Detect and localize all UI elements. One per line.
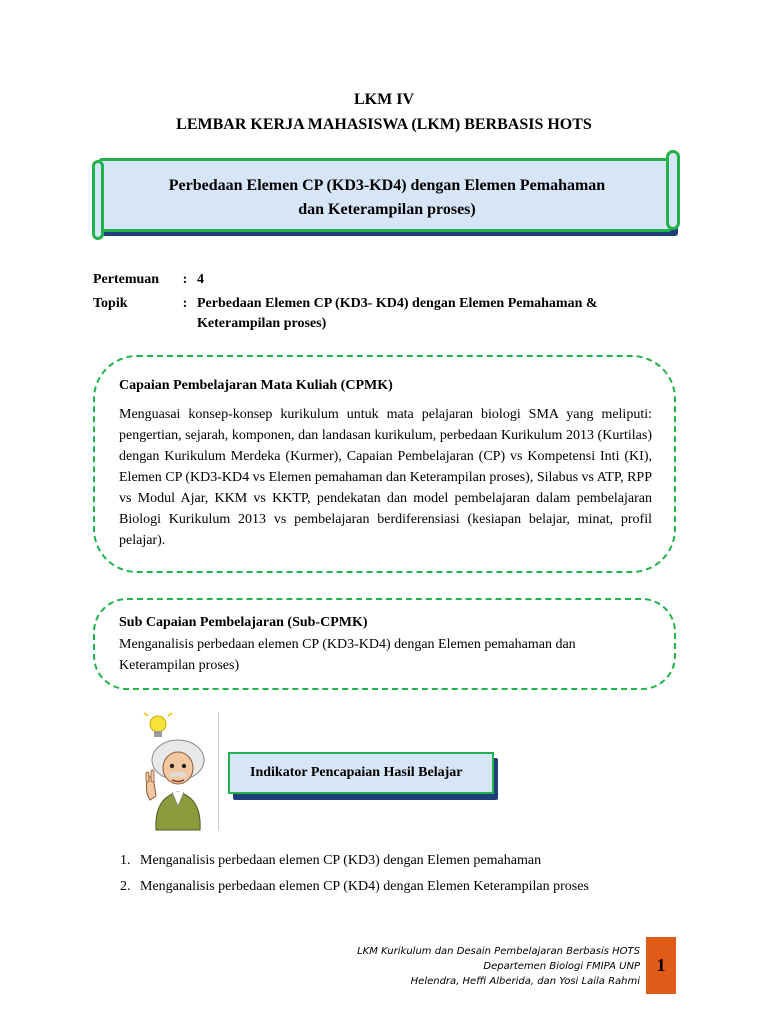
title-line-1: LKM IV [354,91,414,108]
topik-label: Topik [93,296,128,311]
figure-divider [218,712,219,830]
topik-value [197,294,673,334]
topik-line-2: Keterampilan proses) [197,316,327,331]
subcpmk-line-1: Menganalisis perbedaan elemen CP (KD3-KD4) dengan Elemen pemahaman dan [119,637,576,652]
list-text: Menganalisis perbedaan elemen CP (KD3) dengan Elemen pemahaman [140,853,542,868]
list-text: Menganalisis perbedaan elemen CP (KD4) dengan Elemen Keterampilan proses [140,879,589,894]
footer-line-2: Departemen Biologi FMIPA UNP [483,961,640,972]
cpmk-body: Menguasai konsep-konsep kurikulum untuk mata pelajaran biologi SMA yang meliputi: pengertian, sejarah, komponen, dan landasan kurikulum, perbedaan Kurikulum 2013 (Kurtilas) dengan Kurikulum Merdeka (Kurmer), Capaian Pembelajaran (CP) vs Kompetensi Inti (KI), Elemen CP (KD3-KD4 vs Elemen pemahaman dan Keterampilan proses), Silabus vs ATP, RPP vs Modul Ajar, KKM vs KKTP, pendekatan dan model pembelajaran dalam pembelajaran Biologi Kurikulum 2013 vs pembelajaran berdiferensiasi (kesiapan belajar, minat, profil pelajar). [119,407,652,548]
topik-row [93,294,673,334]
title-line-2: LEMBAR KERJA MAHASISWA (LKM) BERBASIS HOTS [176,116,592,133]
page-number: 1 [646,937,676,994]
subcpmk-line-2: Keterampilan proses) [119,658,240,673]
banner-text [122,174,652,222]
subcpmk-box [93,598,676,690]
subcpmk-heading: Sub Capaian Pembelajaran (Sub-CPMK) [119,615,368,630]
pertemuan-label: Pertemuan [93,272,160,287]
banner-curl-left [92,160,104,240]
colon: : [182,296,188,311]
page-footer [357,944,640,989]
list-item [120,848,589,874]
indicator-list [120,848,589,900]
list-number: 2. [120,879,131,894]
topic-banner [92,150,680,250]
document-title [0,89,768,136]
cpmk-heading: Capaian Pembelajaran Mata Kuliah (CPMK) [119,378,393,393]
pertemuan-value: 4 [197,272,204,287]
banner-line-2: dan Keterampilan proses) [298,201,476,218]
list-number: 1. [120,853,131,868]
light-bulb-icon [144,713,172,737]
meeting-info [93,270,673,338]
cpmk-box [93,355,676,573]
pertemuan-row [93,270,673,290]
colon: : [182,272,188,287]
einstein-cartoon-icon [136,712,220,832]
topik-line-1: Perbedaan Elemen CP (KD3- KD4) dengan Elemen Pemahaman & [197,296,598,311]
banner-curl-right [666,150,680,230]
indicator-banner: Indikator Pencapaian Hasil Belajar [228,752,494,794]
footer-line-1: LKM Kurikulum dan Desain Pembelajaran Berbasis HOTS [357,946,640,957]
footer-line-3: Helendra, Heffi Alberida, dan Yosi Laila Rahmi [410,976,640,987]
banner-line-1: Perbedaan Elemen CP (KD3-KD4) dengan Elemen Pemahaman [168,177,606,194]
list-item [120,874,589,900]
